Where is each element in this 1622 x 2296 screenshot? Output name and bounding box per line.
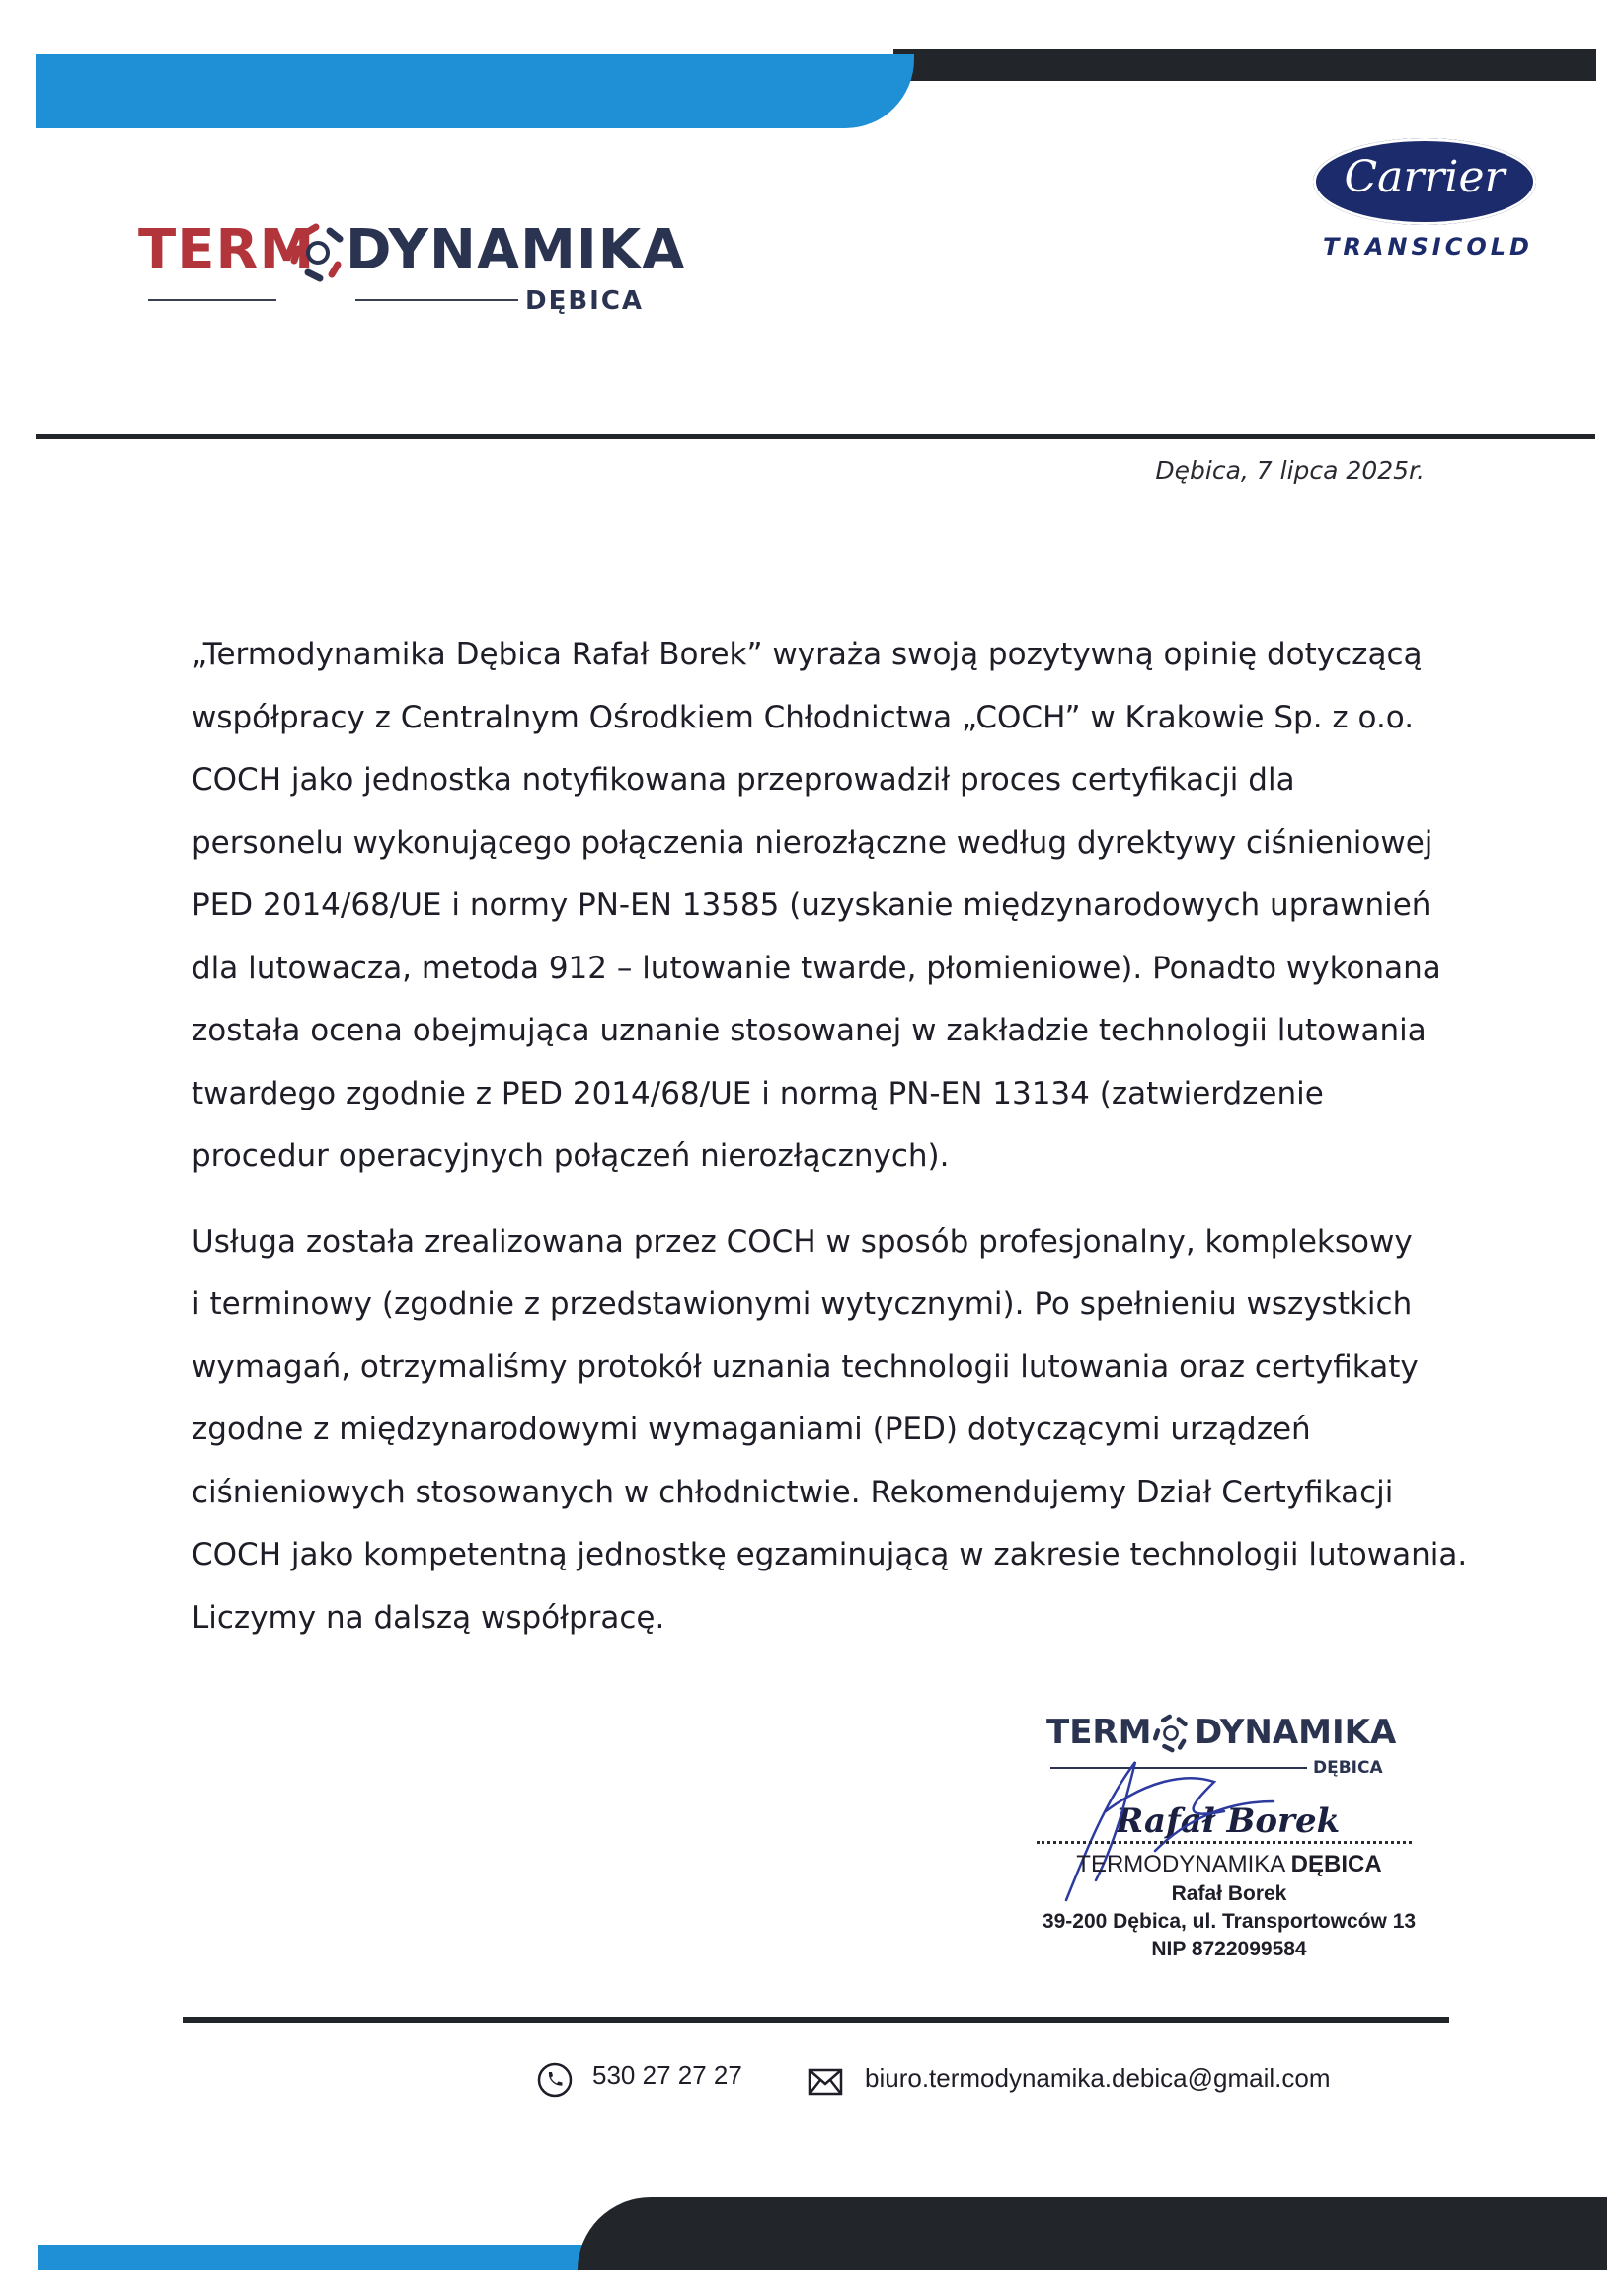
logo-city-text: DĘBICA [525, 286, 645, 316]
company-logo [138, 215, 686, 324]
partner-logo [1313, 138, 1540, 267]
footer-divider [183, 2017, 1449, 2023]
letter-paragraph-1: „Termodynamika Dębica Rafał Borek” wyraża swoją pozytywną opinię dotyczącą współpracy z Centralnym Ośrodkiem Chłodnictwa „COCH” w Krakowie Sp. z o.o. COCH jako jednostka notyfikowana przeprowadził proces certyfikacji dla personelu wykonującego połączenia nierozłączne według dyrektywy ciśnieniowej PED 2014/68/UE i normy PN-EN 13585 (uzyskanie międzynarodowych uprawnień dla lutowacza, metoda 912 – lutowanie twarde, płomieniowe). Ponadto wykonana została ocena obejmująca uznanie stosowanej w zakładzie technologii lutowania twardego zgodnie z PED 2014/68/UE i normą PN-EN 13134 (zatwierdzenie procedur operacyjnych połączeń nierozłącznych). [192, 637, 1441, 1174]
gear-icon [286, 221, 349, 284]
stamp-dotted-line [1037, 1841, 1412, 1844]
phone-icon [536, 2061, 574, 2099]
stamp-owner: Rafał Borek [1171, 1882, 1287, 1905]
footer-dark-bar [578, 2197, 1607, 2270]
stamp-company-a: TERMODYNAMIKA [1076, 1851, 1284, 1877]
stamp-logo-dyn: DYNAMIKA [1195, 1713, 1397, 1752]
header-dark-bar [893, 49, 1596, 81]
logo-term-text: TERM [138, 218, 316, 282]
logo-dyn-text: DYNAMIKA [346, 218, 686, 282]
letter-date: Dębica, 7 lipca 2025r. [1155, 456, 1425, 485]
logo-line-left [148, 299, 276, 301]
partner-logo-name: Carrier [1344, 152, 1506, 202]
footer-blue-bar [38, 2245, 630, 2270]
logo-line-right [355, 299, 518, 301]
stamp-nip: NIP 8722099584 [1151, 1938, 1307, 1960]
stamp-company-line [1027, 1851, 1431, 1878]
header-blue-bar [36, 54, 914, 128]
company-stamp [1027, 1713, 1431, 1979]
contact-email[interactable]: biuro.termodynamika.debica@gmail.com [865, 2063, 1331, 2093]
envelope-icon [808, 2068, 843, 2096]
stamp-logo-term: TERM [1046, 1713, 1152, 1752]
contact-phone[interactable]: 530 27 27 27 [592, 2060, 742, 2090]
stamp-address: 39-200 Dębica, ul. Transportowców 13 [1042, 1910, 1417, 1933]
stamp-logo-city: DĘBICA [1313, 1758, 1383, 1778]
header-divider [36, 434, 1595, 439]
signature-name: Rafał Borek [1116, 1801, 1341, 1841]
letter-body [192, 624, 1475, 1649]
partner-logo-subtitle: TRANSICOLD [1323, 233, 1533, 261]
stamp-company-b: DĘBICA [1290, 1851, 1382, 1877]
letter-paragraph-2: Usługa została zrealizowana przez COCH w sposób profesjonalny, kompleksowy i terminowy (zgodnie z przedstawionymi wytycznymi). Po spełnieniu wszystkich wymagań, otrzymaliśmy protokół uznania technologii lutowania oraz certyfikaty zgodne z międzynarodowymi wymaganiami (PED) dotyczącymi urządzeń ciśnieniowych stosowanych w chłodnictwie. Rekomendujemy Dział Certyfikacji COCH jako kompetentną jednostkę egzaminującą w zakresie technologii lutowania. Liczymy na dalszą współpracę. [192, 1223, 1468, 1636]
